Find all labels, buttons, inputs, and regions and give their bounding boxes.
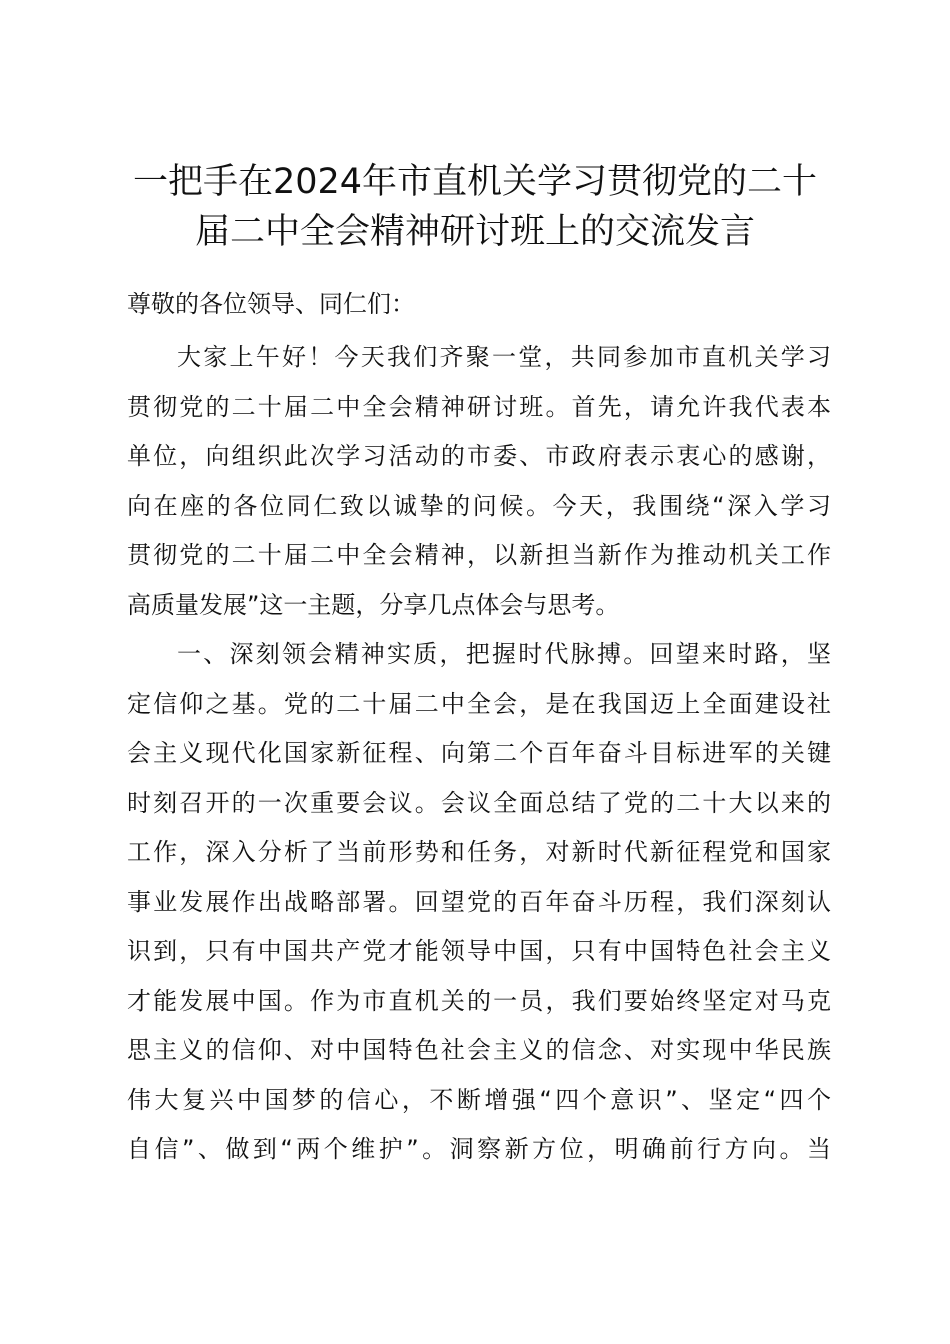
title-line-1: 一把手在2024年市直机关学习贯彻党的二十 — [132, 162, 818, 202]
paragraph-line: 伟大复兴中国梦的信心，不断增强“四个意识”、坚定“四个 — [127, 1085, 831, 1114]
paragraph-line: 会主义现代化国家新征程、向第二个百年奋斗目标进军的关键 — [127, 739, 831, 767]
paragraph-line: 大家上午好！今天我们齐聚一堂，共同参加市直机关学习 — [177, 343, 831, 371]
paragraph-line: 一、深刻领会精神实质，把握时代脉搏。回望来时路，坚 — [177, 640, 831, 668]
paragraph-line: 才能发展中国。作为市直机关的一员，我们要始终坚定对马克 — [127, 986, 831, 1015]
paragraph-line: 工作，深入分析了当前形势和任务，对新时代新征程党和国家 — [127, 838, 831, 866]
document-title — [100, 157, 850, 257]
salutation: 尊敬的各位领导、同仁们： — [127, 290, 415, 318]
title-line-2: 届二中全会精神研讨班上的交流发言 — [194, 212, 755, 252]
paragraph-line: 时刻召开的一次重要会议。会议全面总结了党的二十大以来的 — [127, 788, 831, 817]
paragraph-line: 向在座的各位同仁致以诚挚的问候。今天，我围绕“深入学习 — [127, 491, 831, 520]
paragraph-line: 贯彻党的二十届二中全会精神研讨班。首先，请允许我代表本 — [127, 392, 831, 421]
paragraph-line: 贯彻党的二十届二中全会精神，以新担当新作为推动机关工作 — [127, 541, 831, 569]
paragraph-opening — [127, 333, 831, 630]
paragraph-line: 单位，向组织此次学习活动的市委、市政府表示衷心的感谢， — [127, 442, 831, 470]
paragraph-line: 思主义的信仰、对中国特色社会主义的信念、对实现中华民族 — [127, 1036, 831, 1064]
paragraph-line: 高质量发展”这一主题，分享几点体会与思考。 — [127, 590, 620, 619]
paragraph-line: 自信”、做到“两个维护”。洞察新方位，明确前行方向。当 — [127, 1135, 831, 1163]
paragraph-line: 识到，只有中国共产党才能领导中国，只有中国特色社会主义 — [127, 937, 831, 965]
paragraph-section-one — [127, 630, 831, 1175]
paragraph-line: 事业发展作出战略部署。回望党的百年奋斗历程，我们深刻认 — [127, 887, 831, 916]
paragraph-line: 定信仰之基。党的二十届二中全会，是在我国迈上全面建设社 — [127, 689, 831, 718]
